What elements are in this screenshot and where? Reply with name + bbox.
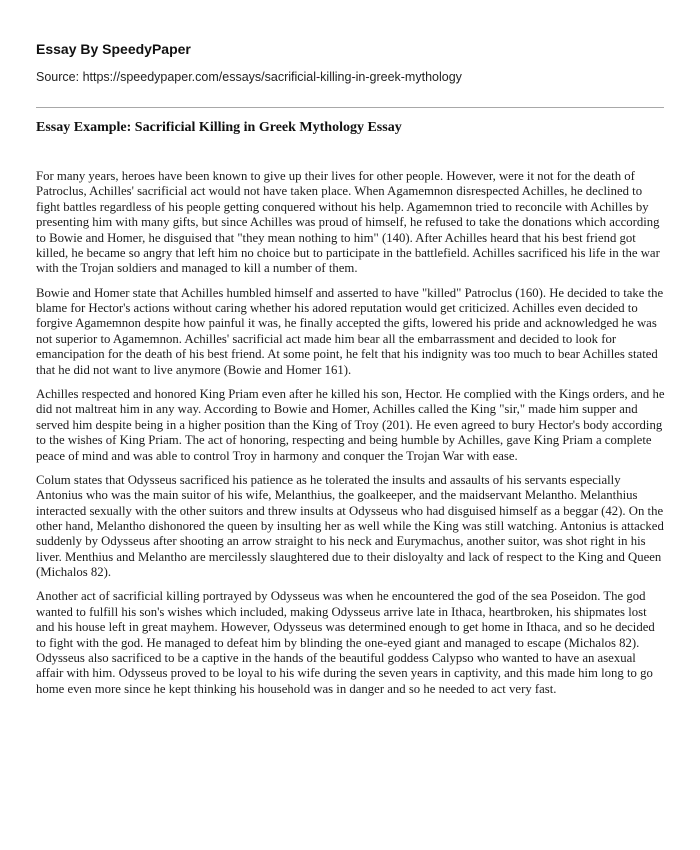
- source-url: https://speedypaper.com/essays/sacrificial-killing-in-greek-mythology: [82, 70, 462, 84]
- essay-title: Essay Example: Sacrificial Killing in Greek Mythology Essay: [36, 120, 402, 135]
- essay-paragraph: Bowie and Homer state that Achilles humbled himself and asserted to have "killed" Patroclus (160). He decided to take the blame for Hector's actions without caring whether his adored reputation would get criticized. Achilles even decided to forgive Agamemnon despite how painful it was, he finally accepted the gifts, lowered his pride and acknowledged he was not superior to Agamemnon. Achilles' sacrificial act made him bear all the embarrassment and decided to look for emancipation for the death of his best friend. At some point, he felt that his indignity was too much to bear Achilles stated that he did not want to live anymore (Bowie and Homer 161).: [36, 285, 664, 377]
- essay-paragraph: Achilles respected and honored King Priam even after he killed his son, Hector. He complied with the Kings orders, and he did not maltreat him in any way. According to Bowie and Homer, Achilles called the King "sir," made him supper and served him despite being in a higher position than the King of Troy (201). He even agreed to bury Hector's body according to the wishes of King Priam. The act of honoring, respecting and being humble by Achilles, gave King Priam a complete peace of mind and was able to control Troy in harmony and conquer the Trojan War with ease.: [36, 386, 665, 463]
- header-divider: [36, 107, 664, 108]
- essay-paragraph: Colum states that Odysseus sacrificed his patience as he tolerated the insults and assaults of his servants especially Antonius who was the main suitor of his wife, Melanthius, the goalkeeper, and the maidservant Melantho. Melanthius interacted sexually with the other suitors and threw insults at Odysseus who had disguised himself as a beggar (42). On the other hand, Melantho dishonored the queen by insulting her as well while the King was still watching. Antonius is attacked suddenly by Odysseus after shooting an arrow straight to his neck and Eurymachus, another suitor, was shot right in his liver. Menthius and Melantho are mercilessly slaughtered due to their disloyalty and lack of respect to the King and Queen (Michalos 82).: [36, 472, 664, 580]
- essay-body: [36, 169, 666, 706]
- essay-paragraph: Another act of sacrificial killing portrayed by Odysseus was when he encountered the god of the sea Poseidon. The god wanted to fulfill his son's wishes which included, making Odysseus arrive late in Ithaca, heartbroken, his shipmates lost and his house left in great mayhem. However, Odysseus was determined enough to get home in Ithaca, and so he decided to fight with the god. He managed to defeat him by blinding the one-eyed giant and managed to escape (Michalos 82). Odysseus also sacrificed to be a captive in the hands of the beautiful goddess Calypso who wanted to have an asexual affair with him. Odysseus proved to be loyal to his wife during the seven years in captivity, and this made him long to go home even more since he kept thinking his household was in danger and so he needed to act very fast.: [36, 589, 655, 696]
- source-line: [36, 70, 462, 84]
- brand-title: Essay By SpeedyPaper: [36, 41, 191, 57]
- source-label: Source:: [36, 70, 80, 84]
- essay-paragraph: For many years, heroes have been known to give up their lives for other people. However, were it not for the death of Patroclus, Achilles' sacrificial act would not have taken place. When Agamemnon disrespected Achilles, he declined to fight battles regardless of his people getting conquered without his help. Agamemnon tried to reconcile with Achilles by presenting him with many gifts, but since Achilles was proud of himself, he refused to take the donations which according to Bowie and Homer, he disguised that "they mean nothing to him" (140). After Achilles heard that his best friend got killed, he became so angry that left him no choice but to participate in the battlefield. Achilles sacrificed his life in the war with the Trojan soldiers and managed to kill a number of them.: [36, 169, 660, 276]
